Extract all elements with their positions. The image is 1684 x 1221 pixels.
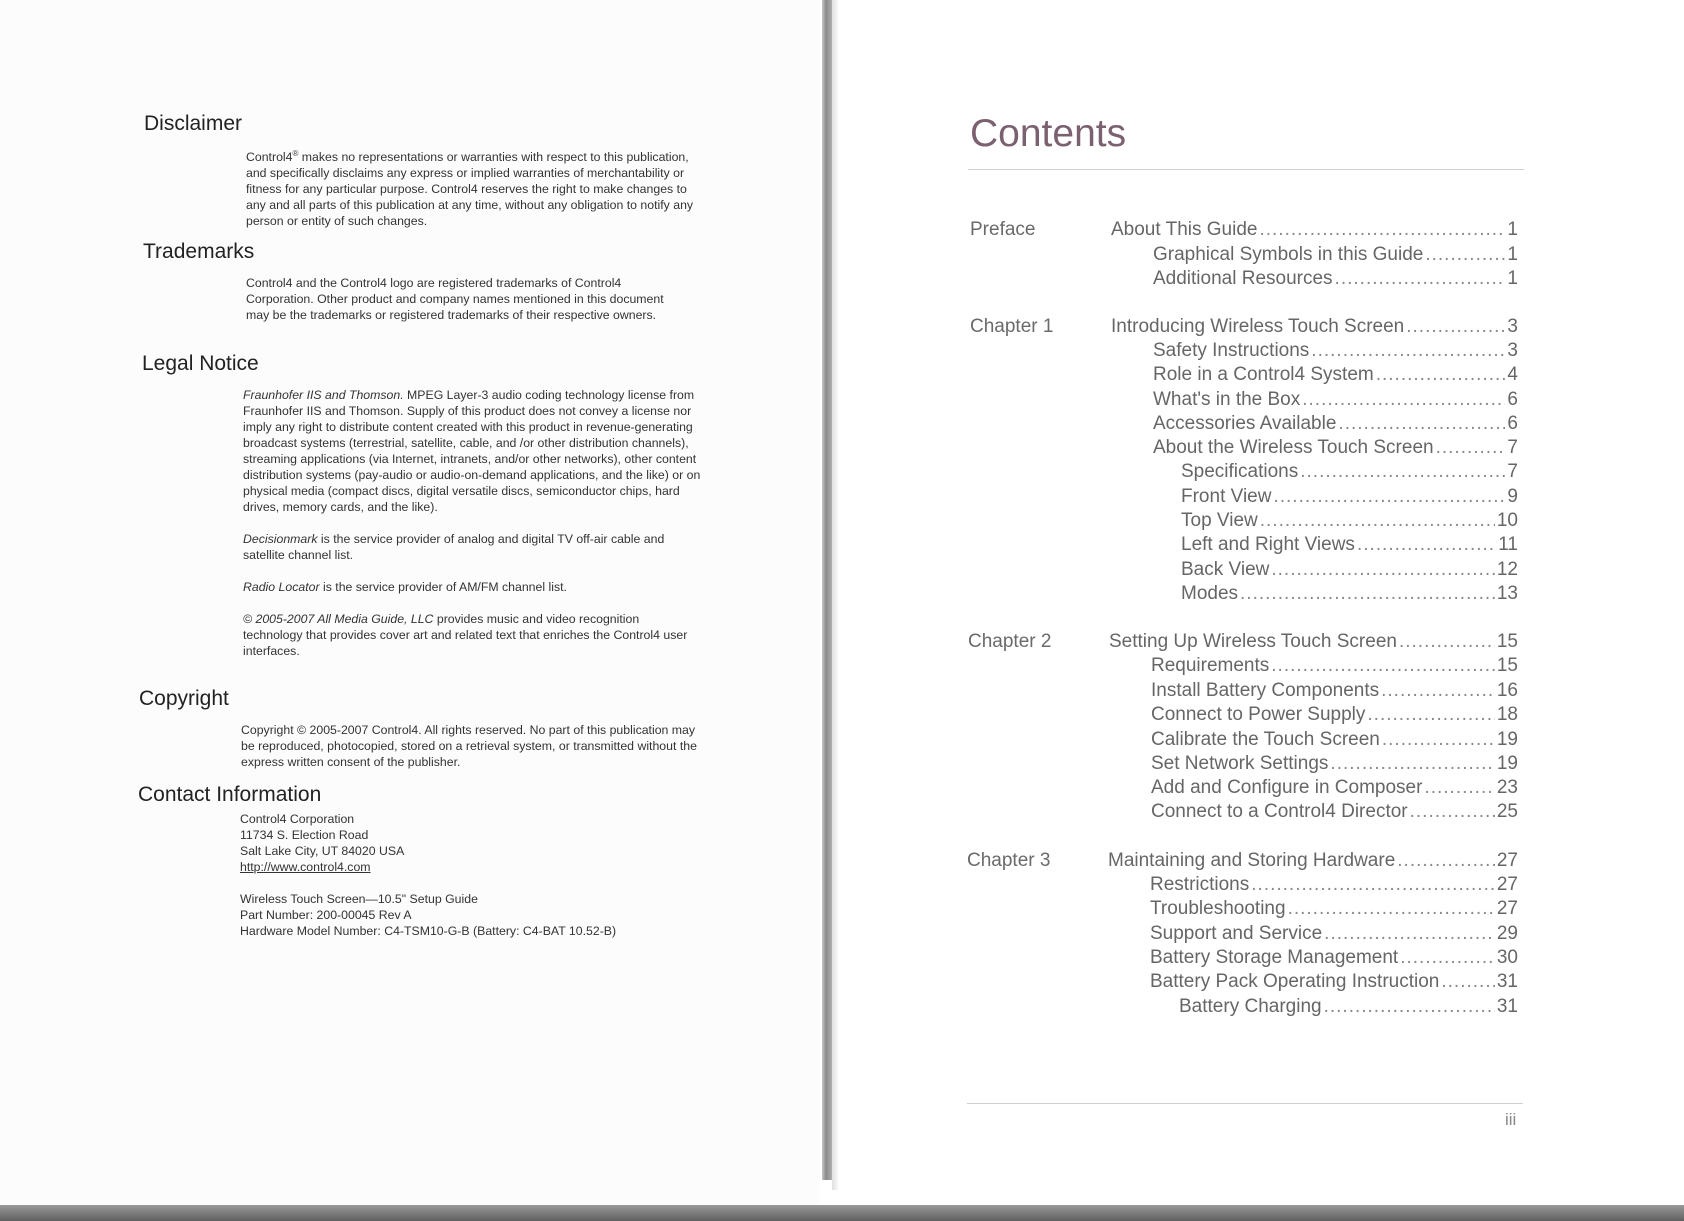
legal-notice-title: Legal Notice: [142, 352, 259, 375]
toc-entry[interactable]: Requirements ..... 15: [1151, 655, 1518, 677]
brand-name: Control4: [246, 150, 293, 165]
toc-entry[interactable]: Add and Configure in Composer ..... 23: [1151, 777, 1518, 799]
toc-entry[interactable]: Connect to a Control4 Director ..... 25: [1151, 801, 1518, 823]
contact-city: Salt Lake City, UT 84020 USA: [240, 844, 405, 858]
legal-notice-text: [243, 387, 701, 659]
registered-mark: ®: [292, 149, 299, 158]
toc-entry[interactable]: Battery Pack Operating Instruction ..... 31: [1150, 971, 1518, 993]
toc-entry[interactable]: Restrictions ..... 27: [1150, 874, 1518, 896]
dot-leader: [1260, 510, 1495, 532]
part-number: Part Number: 200-00045 Rev A: [240, 908, 412, 922]
dot-leader: [1324, 923, 1495, 945]
fraunhofer-name: Fraunhofer IIS and Thomson.: [243, 388, 404, 402]
trademarks-text: [246, 275, 676, 323]
toc-entry[interactable]: Calibrate the Touch Screen ..... 19: [1151, 729, 1518, 751]
toc-entry[interactable]: Battery Storage Management ..... 30: [1150, 947, 1518, 969]
disclaimer-title: Disclaimer: [144, 112, 243, 135]
dot-leader: [1367, 704, 1494, 726]
dot-leader: [1400, 947, 1495, 969]
dot-leader: [1273, 486, 1505, 508]
toc-entry[interactable]: Back View ..... 12: [1181, 559, 1518, 581]
dot-leader: [1424, 777, 1494, 799]
dot-leader: [1436, 437, 1506, 459]
guide-name: Wireless Touch Screen—10.5" Setup Guide: [240, 892, 478, 906]
toc-entry[interactable]: Introducing Wireless Touch Screen ..... 3: [1111, 316, 1518, 338]
dot-leader: [1300, 461, 1505, 483]
toc-entry[interactable]: About This Guide ..... 1: [1111, 219, 1518, 241]
all-media-guide-name: © 2005-2007 All Media Guide, LLC: [243, 612, 434, 626]
copyright-text: [241, 722, 701, 770]
copyright-title: Copyright: [139, 687, 229, 710]
legal-notice-p4: © 2005-2007 All Media Guide, LLC provides music and video recognition technology that provides cover art and related text that enriches the Control4 user interfaces.: [243, 612, 688, 658]
chapter-label-3: Chapter 3: [967, 850, 1051, 871]
dot-leader: [1240, 583, 1495, 605]
contact-text: [240, 811, 720, 939]
bottom-rule: [967, 1103, 1523, 1104]
toc-entry[interactable]: About the Wireless Touch Screen ..... 7: [1153, 437, 1518, 459]
trademarks-title: Trademarks: [143, 240, 255, 263]
dot-leader: [1397, 850, 1495, 872]
disclaimer-text: [246, 146, 701, 229]
radio-locator-name: Radio Locator: [243, 580, 320, 594]
right-page: [838, 0, 1684, 1221]
toc-entry[interactable]: Install Battery Components ..... 16: [1151, 680, 1518, 702]
dot-leader: [1376, 364, 1506, 386]
contact-url-link[interactable]: http://www.control4.com: [240, 860, 371, 874]
toc-entry[interactable]: Graphical Symbols in this Guide ..... 1: [1153, 244, 1518, 266]
toc-entry[interactable]: Battery Charging ..... 31: [1179, 996, 1518, 1018]
chapter-label-2: Chapter 2: [968, 631, 1052, 652]
dot-leader: [1302, 389, 1505, 411]
scan-bottom-edge: [0, 1205, 1684, 1221]
toc-entry[interactable]: Front View ..... 9: [1181, 486, 1518, 508]
dot-leader: [1357, 534, 1496, 556]
chapter-label-1: Chapter 1: [970, 316, 1054, 337]
dot-leader: [1335, 268, 1506, 290]
toc-entry[interactable]: Troubleshooting ..... 27: [1150, 898, 1518, 920]
legal-notice-p2: Decisionmark is the service provider of analog and digital TV off-air cable and satellite channel list.: [243, 532, 665, 562]
dot-leader: [1381, 680, 1495, 702]
toc-entry[interactable]: Setting Up Wireless Touch Screen ..... 15: [1109, 631, 1518, 653]
book-gutter: [822, 0, 832, 1180]
toc-entry[interactable]: Support and Service ..... 29: [1150, 923, 1518, 945]
dot-leader: [1271, 655, 1495, 677]
disclaimer-body: makes no representations or warranties with respect to this publication, and specifically disclaims any express or implied warranties of merchantability or fitness for any particular purpose. Control4 reserves the right to make changes to any and all parts of this publication at any time, without any obligation to notify any person or entity of such changes.: [246, 150, 694, 229]
toc-entry[interactable]: Accessories Available ..... 6: [1153, 413, 1518, 435]
dot-leader: [1441, 971, 1494, 993]
contact-title: Contact Information: [138, 783, 322, 806]
toc-entry[interactable]: Safety Instructions ..... 3: [1153, 340, 1518, 362]
dot-leader: [1271, 559, 1495, 581]
toc-entry[interactable]: Modes ..... 13: [1181, 583, 1518, 605]
toc-entry[interactable]: Connect to Power Supply ..... 18: [1151, 704, 1518, 726]
top-rule: [968, 169, 1524, 170]
toc-entry[interactable]: Specifications ..... 7: [1181, 461, 1518, 483]
dot-leader: [1311, 340, 1505, 362]
legal-notice-p3: Radio Locator is the service provider of AM/FM channel list.: [243, 580, 567, 594]
dot-leader: [1399, 631, 1495, 653]
copyright-body: Copyright © 2005-2007 Control4. All rights reserved. No part of this publication may be reproduced, photocopied, stored on a retrieval system, or transmitted without the express written consent of the publisher.: [241, 723, 697, 769]
dot-leader: [1288, 898, 1495, 920]
toc-entry[interactable]: Role in a Control4 System ..... 4: [1153, 364, 1518, 386]
dot-leader: [1330, 753, 1494, 775]
toc-entry[interactable]: Additional Resources ..... 1: [1153, 268, 1518, 290]
decisionmark-name: Decisionmark: [243, 532, 318, 546]
trademarks-body: Control4 and the Control4 logo are registered trademarks of Control4 Corporation. Other product and company names mentioned in this document may be the trademarks or registered trademarks of their respective owners.: [246, 276, 664, 322]
dot-leader: [1251, 874, 1495, 896]
page-number: iii: [1505, 1110, 1517, 1129]
toc-entry[interactable]: Maintaining and Storing Hardware ..... 27: [1108, 850, 1518, 872]
contents-title: Contents: [970, 112, 1127, 155]
legal-notice-p1: Fraunhofer IIS and Thomson. MPEG Layer-3 audio coding technology license from Fraunhofer IIS and Thomson. Supply of this product does not convey a license nor imply any right to distribute content created with this product in revenue-generating broadcast systems (terrestrial, satellite, cable, and /or other distribution channels), streaming applications (via Internet, intranets, and/or other networks), other content distribution systems (pay-audio or audio-on-demand applications, and the like) or on physical media (compact discs, digital versatile discs, semiconductor chips, hard drives, memory cards, and the like).: [243, 388, 701, 514]
model-number: Hardware Model Number: C4-TSM10-G-B (Battery: C4-BAT 10.52-B): [240, 924, 617, 938]
chapter-label-preface: Preface: [970, 219, 1036, 240]
toc-entry[interactable]: Left and Right Views ..... 11: [1181, 534, 1518, 556]
dot-leader: [1338, 413, 1505, 435]
dot-leader: [1259, 219, 1505, 241]
toc-entry[interactable]: Set Network Settings ..... 19: [1151, 753, 1518, 775]
contact-company: Control4 Corporation: [240, 812, 355, 826]
dot-leader: [1425, 244, 1505, 266]
dot-leader: [1406, 316, 1505, 338]
dot-leader: [1410, 801, 1495, 823]
dot-leader: [1382, 729, 1495, 751]
toc-entry[interactable]: Top View ..... 10: [1181, 510, 1518, 532]
contact-street: 11734 S. Election Road: [240, 828, 369, 842]
dot-leader: [1324, 996, 1495, 1018]
toc-entry[interactable]: What's in the Box ..... 6: [1153, 389, 1518, 411]
